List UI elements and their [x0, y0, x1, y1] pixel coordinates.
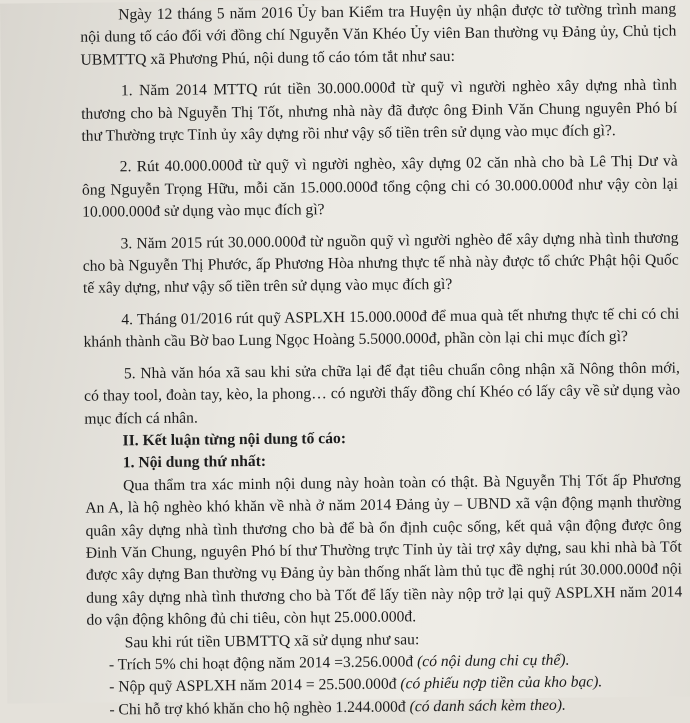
- usage-item-text: - Chi hỗ trợ khó khăn cho hộ nghèo 1.244.000đ: [109, 698, 410, 719]
- allegation-item-3: 3. Năm 2015 rút 30.000.000đ từ nguồn quỹ vì người nghèo để xây dựng nhà tình thương cho bà Nguyễn Thị Phước, ấp Phương Hòa nhưng thực tế nhà này được tổ chức Phật hội Quốc tế xây dựng, như vậy số tiền trên sử dụng vào mục đích gì?: [82, 229, 679, 298]
- sub-heading: 1. Nội dung thứ nhất:: [122, 453, 267, 472]
- conclusion-paragraph: Qua thẩm tra xác minh nội dung này hoàn toàn có thật. Bà Nguyễn Thị Tốt ấp Phương An A, là hộ nghèo khó khăn về nhà ở năm 2014 Đảng ủy – UBND xã vận động mạnh thường quân xây dựng nhà tình thương cho bà để bà ổn định cuộc sống, kết quả vận động được ông Đinh Văn Chung, nguyên Phó bí thư Thường trực Tỉnh ủy tài trợ xây dựng, sau khi nhà bà Tốt được xây dựng Ban thường vụ Đảng ủy bàn thống nhất làm thủ tục đề nghị rút 30.000.000đ nội dung xây dựng nhà tình thương cho bà Tốt để lấy tiền này nộp trở lại quỹ ASPLXH năm 2014 do vận động không đủ chi tiêu, còn hụt 25.000.000đ.: [85, 471, 683, 629]
- allegation-item-2: 2. Rút 40.000.000đ từ quỹ vì người nghèo, xây dựng 02 căn nhà cho bà Lê Thị Dư và ông Nguyễn Trọng Hữu, mỗi căn 15.000.000đ tổng cộng chi có 30.000.000đ như vậy còn lại 10.000.000đ sử dụng vào mục đích gì?: [81, 152, 679, 222]
- usage-item-note: (có phiếu nợp tiền của kho bạc).: [400, 673, 603, 693]
- allegation-item-5: 5. Nhà văn hóa xã sau khi sửa chữa lại để đạt tiêu chuẩn công nhận xã Nông thôn mới, có thay tool, đoàn tay, kèo, la phong… có người thấy đồng chí Khéo có lấy cây về sử dụng vào mục đích cá nhân.: [84, 359, 681, 428]
- allegation-item-4: 4. Tháng 01/2016 rút quỹ ASPLXH 15.000.000đ để mua quà tết nhưng thực tế chi có chi khánh thành cầu Bờ bao Lung Ngọc Hoàng 5.5000.000đ, phần còn lại chi mục đích gì?: [83, 305, 680, 352]
- usage-item-text: - Trích 5% chi hoạt động năm 2014 =3.256.000đ: [108, 653, 418, 674]
- section-heading: II. Kết luận từng nội dung tố cáo:: [122, 429, 347, 450]
- usage-item-note: (có nội dung chi cụ thể).: [416, 651, 570, 671]
- usage-item-text: - Nộp quỹ ASPLXH năm 2014 = 25.500.000đ: [109, 675, 401, 696]
- usage-item-note: (có danh sách kèm theo).: [409, 696, 566, 716]
- usage-intro: Sau khi rút tiền UBMTTQ xã sử dụng như sau:: [124, 630, 420, 651]
- intro-paragraph: Ngày 12 tháng 5 năm 2016 Ủy ban Kiểm tra Huyện ủy nhận được tờ tường trình mang nội dung tố cáo đối với đồng chí Nguyễn Văn Khéo Ủy viên Ban thường vụ Đảng ủy, Chủ tịch UBMTTQ xã Phương Phú, nội dung tố cáo tóm tắt như sau:: [80, 0, 677, 69]
- allegation-item-1: 1. Năm 2014 MTTQ rút tiền 30.000.000đ từ quỹ vì người nghèo xây dựng nhà tình thương cho bà Nguyễn Thị Tốt, nhưng nhà này đã được ông Đinh Văn Chung nguyên Phó bí thư Thường trực Tỉnh ủy xây dựng rồi như vậy số tiền trên sử dụng vào mục đích gì?.: [81, 76, 678, 145]
